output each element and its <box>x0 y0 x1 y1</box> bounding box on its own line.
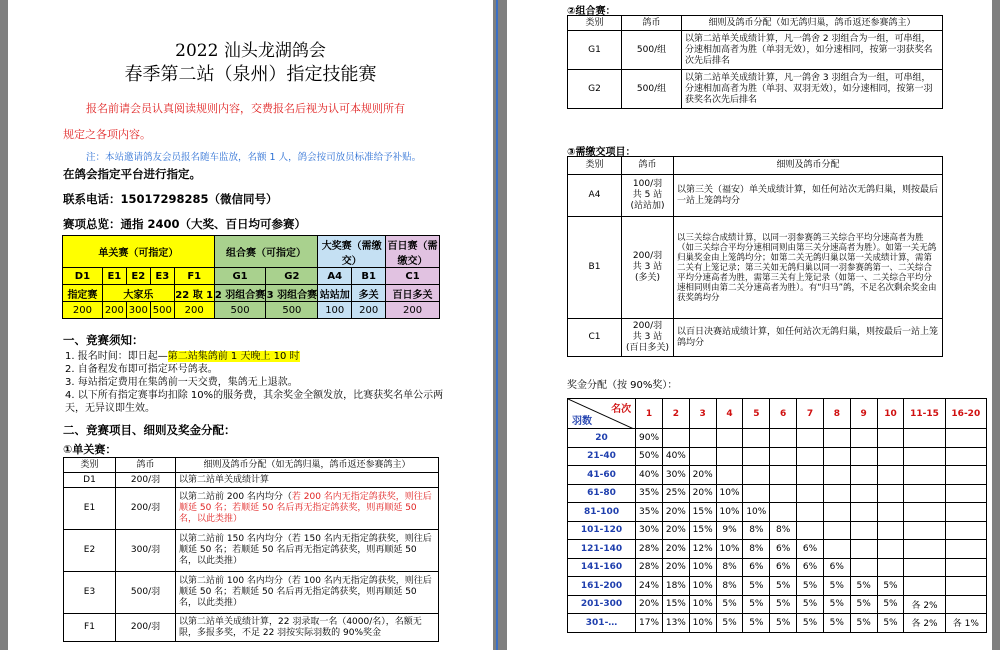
rank-header-cell: 8 <box>823 399 850 429</box>
single-race-table <box>63 457 439 642</box>
name-cell: 22 取 1 <box>174 285 214 302</box>
phone-text: 联系电话：15017298285（微信同号） <box>63 192 278 206</box>
detail-cell: 以第三关（福安）单关成绩计算，如任何站次无鸽归巢，则按最后一站上笼鸽均分 <box>674 175 943 217</box>
prize-percent-cell: 15% <box>689 521 716 540</box>
note-text: 注：本站邀请鸽友会员报名随车监放，名额 1 人，鸽会按司放员标准给予补贴。 <box>86 152 422 163</box>
code-cell: D1 <box>63 268 103 285</box>
prize-percent-cell: 5% <box>716 595 743 614</box>
prize-percent-cell <box>850 466 877 485</box>
prize-percent-cell: 24% <box>636 577 663 596</box>
fee-cell: 500/组 <box>622 31 682 70</box>
prize-percent-cell: 12% <box>689 540 716 559</box>
prize-percent-cell: 5% <box>743 577 770 596</box>
prize-percent-cell <box>797 447 824 466</box>
rank-header-cell: 10 <box>877 399 904 429</box>
rank-header-cell: 2 <box>662 399 689 429</box>
prize-percent-cell: 30% <box>636 521 663 540</box>
prize-percent-cell: 5% <box>797 577 824 596</box>
prize-percent-cell: 20% <box>662 540 689 559</box>
prize-row <box>568 577 987 596</box>
subheading-combo: ②组合赛： <box>567 6 616 17</box>
detail-cell: 以三关综合成绩计算，以同一羽参赛鸽三关综合平均分速高者为胜（如三关综合平均分速相同则由第三关分速高者为胜）。如第一关无鸽归巢奖金由上笼鸽均分；如第二关无鸽归巢以第一关成绩计算，需第二关有上笼记录；第三关如无鸽归巢以同一羽参赛鸽第一、二关综合平均分速高者为胜，需第三关有上笼记录（如第一、二关综合平均分速相同则由第二关分速高者为胜）。有“归马”鸽，不足名次剩余奖金由获奖鸽均分 <box>674 217 943 319</box>
prize-percent-cell <box>770 503 797 522</box>
cat-cell: C1 <box>568 319 622 357</box>
prize-row <box>568 429 987 448</box>
prize-percent-cell <box>904 484 945 503</box>
prize-percent-cell: 35% <box>636 484 663 503</box>
prize-percent-cell <box>823 429 850 448</box>
code-cell: E2 <box>126 268 150 285</box>
cat-cell: D1 <box>64 473 116 488</box>
name-cell: 大家乐 <box>102 285 174 302</box>
count-range-cell: 81-100 <box>568 503 636 522</box>
prize-percent-cell <box>945 466 986 485</box>
prize-percent-cell <box>797 521 824 540</box>
prize-row <box>568 466 987 485</box>
page-divider <box>496 0 498 650</box>
rule-item: 天，无异议即生效。 <box>65 403 155 414</box>
prize-percent-cell <box>850 503 877 522</box>
code-cell: F1 <box>174 268 214 285</box>
prize-percent-cell: 5% <box>823 595 850 614</box>
price-cell: 200 <box>386 302 440 319</box>
prize-percent-cell: 8% <box>716 558 743 577</box>
prize-percent-cell: 20% <box>662 521 689 540</box>
prize-percent-cell: 6% <box>797 540 824 559</box>
prize-percent-cell <box>797 429 824 448</box>
prize-percent-cell: 6% <box>770 558 797 577</box>
prize-percent-cell: 13% <box>662 614 689 633</box>
prize-percent-cell: 10% <box>716 484 743 503</box>
prize-row <box>568 503 987 522</box>
prize-percent-cell <box>904 540 945 559</box>
rank-header-cell: 7 <box>797 399 824 429</box>
prize-percent-cell <box>904 429 945 448</box>
prize-percent-cell: 18% <box>662 577 689 596</box>
doc-title-line1: 2022 汕头龙湖鸽会 <box>175 41 326 61</box>
name-cell: 2 羽组合赛 <box>214 285 266 302</box>
prize-percent-cell <box>823 466 850 485</box>
col-header: 鸽币 <box>622 16 682 31</box>
prize-percent-cell <box>770 484 797 503</box>
prize-percent-cell <box>823 447 850 466</box>
summary-table <box>62 235 440 319</box>
prize-percent-cell: 15% <box>689 503 716 522</box>
col-header: 细则及鸽币分配（如无鸽归巢，鸽币返还参赛鸽主） <box>176 458 439 473</box>
prize-percent-cell: 5% <box>797 614 824 633</box>
count-range-cell: 20 <box>568 429 636 448</box>
count-range-cell: 161-200 <box>568 577 636 596</box>
price-cell: 500 <box>150 302 174 319</box>
prize-percent-cell: 6% <box>797 558 824 577</box>
section-heading-items: 二、竞赛项目、细则及奖金分配： <box>63 423 236 437</box>
col-header: 类别 <box>568 16 622 31</box>
prize-percent-cell: 5% <box>770 577 797 596</box>
prize-percent-cell <box>945 595 986 614</box>
prize-percent-cell: 10% <box>689 614 716 633</box>
prize-percent-cell: 40% <box>662 447 689 466</box>
rule-item: 4. 以下所有指定赛事均扣除 10%的服务费，其余奖金全额发放，比赛获奖名单公示两 <box>65 390 444 401</box>
prize-percent-cell <box>770 429 797 448</box>
prize-percent-cell: 40% <box>636 466 663 485</box>
notice-line1: 报名前请会员认真阅读规则内容，交费报名后视为认可本规则所有 <box>86 102 405 115</box>
prize-percent-cell: 5% <box>850 595 877 614</box>
prize-percent-cell: 90% <box>636 429 663 448</box>
prize-percent-cell <box>945 447 986 466</box>
prize-percent-cell <box>877 447 904 466</box>
prize-percent-cell <box>662 429 689 448</box>
prize-percent-cell <box>716 429 743 448</box>
fee-cell: 100/羽 共 5 站 (站站加) <box>622 175 674 217</box>
prize-percent-cell <box>850 429 877 448</box>
prize-percent-cell: 10% <box>743 503 770 522</box>
prize-percent-cell <box>797 484 824 503</box>
cat-cell: G2 <box>568 70 622 109</box>
prize-percent-cell <box>797 503 824 522</box>
rank-header-cell: 9 <box>850 399 877 429</box>
prize-percent-cell: 35% <box>636 503 663 522</box>
detail-cell: 以第二站单关成绩计算，凡一鸽舍 2 羽组合为一组，可串组，分速相加高者为胜（单羽无效），如分速相同，按第一羽获奖名次先后排名 <box>682 31 943 70</box>
prize-percent-cell <box>904 503 945 522</box>
group-combo: 组合赛（可指定） <box>214 236 318 268</box>
prize-percent-cell <box>877 484 904 503</box>
prize-percent-cell: 各 2% <box>904 614 945 633</box>
doc-title-line2: 春季第二站（泉州）指定技能赛 <box>124 64 377 85</box>
col-header: 类别 <box>568 157 622 175</box>
code-cell: A4 <box>318 268 352 285</box>
prize-row <box>568 595 987 614</box>
prize-percent-cell: 9% <box>716 521 743 540</box>
rule-item: 1. 报名时间：即日起—第二站集鸽前 1 天晚上 10 时 <box>65 351 300 362</box>
count-range-cell: 21-40 <box>568 447 636 466</box>
prize-percent-cell <box>689 429 716 448</box>
prize-percent-cell: 25% <box>662 484 689 503</box>
price-cell: 100 <box>318 302 352 319</box>
prize-percent-cell: 20% <box>636 595 663 614</box>
prize-percent-cell <box>743 429 770 448</box>
price-cell: 200 <box>352 302 386 319</box>
cat-cell: E3 <box>64 572 116 614</box>
price-cell: 500 <box>214 302 266 319</box>
detail-cell: 以第二站单关成绩计算 <box>176 473 439 488</box>
rank-header-cell: 3 <box>689 399 716 429</box>
prize-percent-cell: 10% <box>689 558 716 577</box>
prize-percent-cell <box>877 466 904 485</box>
count-range-cell: 121-140 <box>568 540 636 559</box>
count-range-cell: 61-80 <box>568 484 636 503</box>
prize-percent-cell <box>689 447 716 466</box>
rank-header-cell: 5 <box>743 399 770 429</box>
prize-row <box>568 447 987 466</box>
detail-cell: 以第二站前 100 名内均分（若 100 名内无指定鸽获奖，则往后顺延 50 名；若顺延 50 名后再无指定鸽获奖，则再顺延 50 名，以此类推） <box>176 572 439 614</box>
prize-percent-cell <box>850 447 877 466</box>
cat-cell: B1 <box>568 217 622 319</box>
cat-cell: G1 <box>568 31 622 70</box>
corner-label-count: 羽数 <box>572 416 592 427</box>
prize-distribution-table <box>567 398 987 633</box>
code-cell: G1 <box>214 268 266 285</box>
prize-percent-cell: 10% <box>716 540 743 559</box>
combo-race-table <box>567 15 943 109</box>
prize-percent-cell <box>945 540 986 559</box>
name-cell: 多关 <box>352 285 386 302</box>
cat-cell: F1 <box>64 614 116 642</box>
col-header: 类别 <box>64 458 116 473</box>
fee-cell: 200/羽 共 3 站 (多关) <box>622 217 674 319</box>
fee-cell: 200/羽 <box>116 488 176 530</box>
prize-percent-cell <box>945 558 986 577</box>
prize-percent-cell <box>904 447 945 466</box>
price-cell: 200 <box>102 302 126 319</box>
prize-percent-cell: 5% <box>743 614 770 633</box>
prize-percent-cell <box>716 447 743 466</box>
count-range-cell: 141-160 <box>568 558 636 577</box>
prize-percent-cell <box>823 540 850 559</box>
document-page-left <box>8 0 493 650</box>
document-page-right <box>507 0 992 650</box>
prize-row <box>568 540 987 559</box>
prize-percent-cell <box>945 484 986 503</box>
rules-list <box>65 350 443 415</box>
prize-percent-cell: 5% <box>823 614 850 633</box>
prize-percent-cell: 20% <box>689 466 716 485</box>
prize-title: 奖金分配（按 90%奖）： <box>567 380 678 391</box>
prize-percent-cell: 各 2% <box>904 595 945 614</box>
group-hundred: 百日赛（需缴交） <box>386 236 440 268</box>
prize-percent-cell <box>945 429 986 448</box>
prize-percent-cell <box>945 521 986 540</box>
code-cell: B1 <box>352 268 386 285</box>
prize-percent-cell <box>850 540 877 559</box>
subheading-single: ①单关赛： <box>63 443 117 456</box>
prize-percent-cell: 50% <box>636 447 663 466</box>
prize-percent-cell <box>945 503 986 522</box>
prize-percent-cell <box>904 558 945 577</box>
prize-percent-cell <box>770 447 797 466</box>
prize-percent-cell <box>716 466 743 485</box>
prize-percent-cell: 17% <box>636 614 663 633</box>
prize-percent-cell: 8% <box>716 577 743 596</box>
prize-percent-cell: 8% <box>770 521 797 540</box>
col-header: 鸽币 <box>116 458 176 473</box>
rule-item: 2. 自备程发布即可指定环号鸽表。 <box>65 364 218 375</box>
prize-percent-cell: 20% <box>662 558 689 577</box>
prize-percent-cell: 20% <box>662 503 689 522</box>
prize-percent-cell <box>877 558 904 577</box>
prize-percent-cell: 10% <box>689 577 716 596</box>
prize-percent-cell: 8% <box>743 521 770 540</box>
name-cell: 百日多关 <box>386 285 440 302</box>
extra-race-table <box>567 156 943 357</box>
prize-percent-cell <box>850 521 877 540</box>
prize-percent-cell: 10% <box>716 503 743 522</box>
detail-cell: 以第二站单关成绩计算，22 羽录取一名（4000/名），名额无限，多报多奖，不足 22 羽按实际羽数的 90%奖金 <box>176 614 439 642</box>
code-cell: C1 <box>386 268 440 285</box>
rank-header-cell: 1 <box>636 399 663 429</box>
prize-percent-cell <box>823 484 850 503</box>
prize-percent-cell <box>743 466 770 485</box>
prize-percent-cell <box>743 447 770 466</box>
prize-percent-cell: 28% <box>636 540 663 559</box>
prize-percent-cell: 5% <box>850 577 877 596</box>
price-cell: 200 <box>174 302 214 319</box>
prize-percent-cell <box>904 466 945 485</box>
notice-line2: 规定之各项内容。 <box>63 128 151 141</box>
fee-cell: 300/羽 <box>116 530 176 572</box>
prize-percent-cell: 5% <box>797 595 824 614</box>
prize-percent-cell <box>877 429 904 448</box>
prize-row <box>568 484 987 503</box>
prize-percent-cell <box>877 521 904 540</box>
prize-percent-cell: 各 1% <box>945 614 986 633</box>
prize-percent-cell: 5% <box>770 595 797 614</box>
prize-percent-cell: 5% <box>877 577 904 596</box>
fee-cell: 500/羽 <box>116 572 176 614</box>
prize-percent-cell: 20% <box>689 484 716 503</box>
prize-percent-cell <box>850 484 877 503</box>
code-cell: G2 <box>266 268 318 285</box>
prize-percent-cell <box>945 577 986 596</box>
prize-percent-cell: 6% <box>743 558 770 577</box>
prize-percent-cell: 5% <box>823 577 850 596</box>
prize-percent-cell: 5% <box>743 595 770 614</box>
prize-percent-cell: 30% <box>662 466 689 485</box>
section-heading-rules: 一、竞赛须知： <box>63 333 144 347</box>
cat-cell: E1 <box>64 488 116 530</box>
count-range-cell: 201-300 <box>568 595 636 614</box>
col-header: 细则及鸽币分配 <box>674 157 943 175</box>
fee-cell: 200/羽 <box>116 473 176 488</box>
cat-cell: A4 <box>568 175 622 217</box>
platform-text: 在鸽会指定平台进行指定。 <box>63 167 201 181</box>
prize-percent-cell <box>877 503 904 522</box>
prize-percent-cell: 5% <box>877 595 904 614</box>
col-header: 鸽币 <box>622 157 674 175</box>
cat-cell: E2 <box>64 530 116 572</box>
name-cell: 站站加 <box>318 285 352 302</box>
prize-row <box>568 521 987 540</box>
detail-cell: 以第二站单关成绩计算，凡一鸽舍 3 羽组合为一组，可串组，分速相加高者为胜（单羽、双羽无效），如分速相同，按第一羽获奖名次先后排名 <box>682 70 943 109</box>
corner-header-cell <box>568 399 636 429</box>
prize-percent-cell <box>823 503 850 522</box>
prize-percent-cell <box>850 558 877 577</box>
count-range-cell: 101-120 <box>568 521 636 540</box>
count-range-cell: 41-60 <box>568 466 636 485</box>
prize-percent-cell <box>823 521 850 540</box>
prize-percent-cell <box>904 521 945 540</box>
prize-percent-cell: 5% <box>877 614 904 633</box>
prize-percent-cell: 6% <box>823 558 850 577</box>
prize-percent-cell: 15% <box>662 595 689 614</box>
price-cell: 200 <box>63 302 103 319</box>
rank-header-cell: 11-15 <box>904 399 945 429</box>
prize-percent-cell <box>770 466 797 485</box>
rank-header-cell: 6 <box>770 399 797 429</box>
fee-cell: 500/组 <box>622 70 682 109</box>
group-single: 单关赛（可指定） <box>63 236 215 268</box>
col-header: 细则及鸽币分配（如无鸽归巢，鸽币返还参赛鸽主） <box>682 16 943 31</box>
code-cell: E3 <box>150 268 174 285</box>
prize-percent-cell: 10% <box>689 595 716 614</box>
group-grand: 大奖赛（需缴交） <box>318 236 386 268</box>
price-cell: 500 <box>266 302 318 319</box>
rank-header-cell: 4 <box>716 399 743 429</box>
prize-percent-cell <box>877 540 904 559</box>
name-cell: 指定赛 <box>63 285 103 302</box>
code-cell: E1 <box>102 268 126 285</box>
detail-cell: 以第二站前 150 名内均分（若 150 名内无指定鸽获奖，则往后顺延 50 名；若顺延 50 名后再无指定鸽获奖，则再顺延 50 名，以此类推） <box>176 530 439 572</box>
count-range-cell: 301-… <box>568 614 636 633</box>
prize-percent-cell: 8% <box>743 540 770 559</box>
name-cell: 3 羽组合赛 <box>266 285 318 302</box>
prize-percent-cell <box>797 466 824 485</box>
fee-cell: 200/羽 共 3 站 (百日多关) <box>622 319 674 357</box>
rule-item: 3. 每站指定费用在集鸽前一天交费，集鸽无上退款。 <box>65 377 298 388</box>
prize-percent-cell: 5% <box>770 614 797 633</box>
rank-header-cell: 16-20 <box>945 399 986 429</box>
prize-percent-cell: 6% <box>770 540 797 559</box>
detail-cell: 以第二站前 200 名内均分（若 200 名内无指定鸽获奖，则往后顺延 50 名；若顺延 50 名后再无指定鸽获奖，则再顺延 50 名，以此类推） <box>176 488 439 530</box>
prize-percent-cell: 28% <box>636 558 663 577</box>
prize-row <box>568 558 987 577</box>
prize-percent-cell: 5% <box>850 614 877 633</box>
fee-cell: 200/羽 <box>116 614 176 642</box>
prize-percent-cell: 5% <box>716 614 743 633</box>
detail-cell: 以百日决赛站成绩计算，如任何站次无鸽归巢，则按最后一站上笼鸽均分 <box>674 319 943 357</box>
price-cell: 300 <box>126 302 150 319</box>
prize-percent-cell <box>743 484 770 503</box>
overview-text: 赛项总览：通指 2400（大奖、百日均可参赛） <box>63 217 307 231</box>
prize-row <box>568 614 987 633</box>
corner-label-rank: 名次 <box>611 404 632 415</box>
subheading-extra: ③需缴交项目： <box>567 147 636 158</box>
prize-percent-cell <box>904 577 945 596</box>
